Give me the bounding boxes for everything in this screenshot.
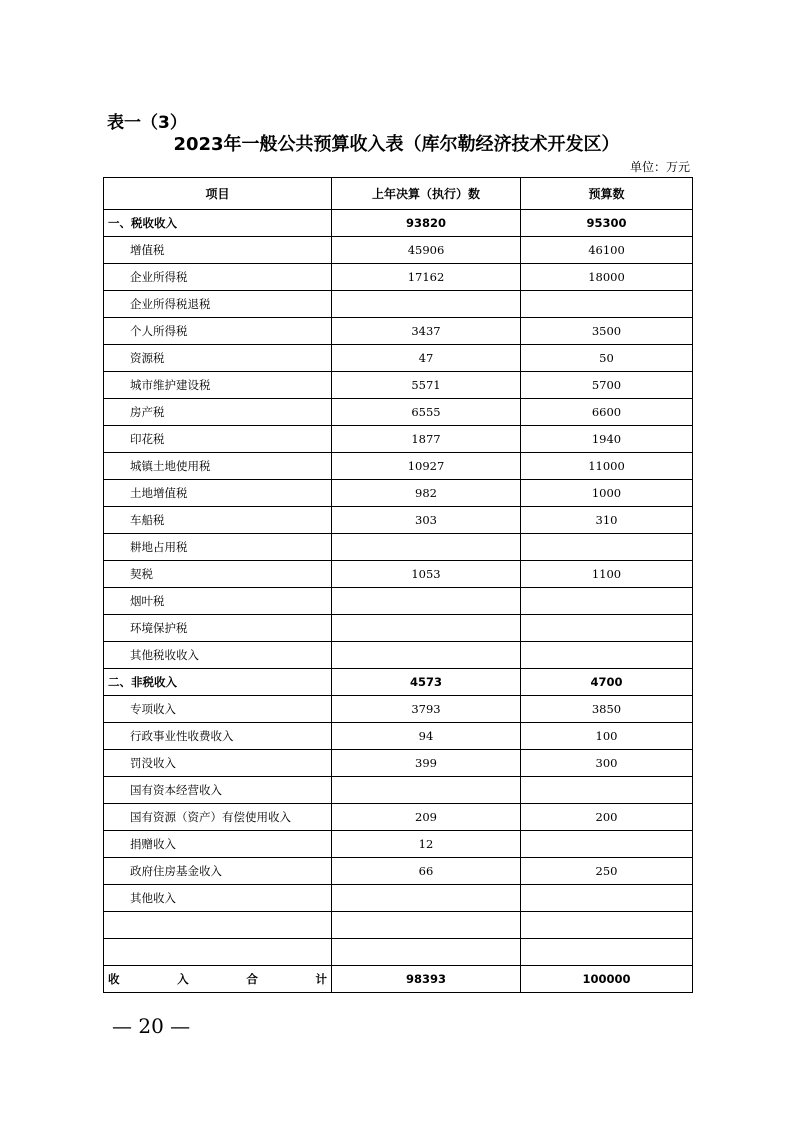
row-prev-year-value: 6555: [332, 399, 521, 426]
table-row: [104, 480, 693, 507]
row-prev-year-value: 10927: [332, 453, 521, 480]
table-row: [104, 561, 693, 588]
row-budget-value: 18000: [521, 264, 693, 291]
row-budget-value: 200: [521, 804, 693, 831]
row-prev-year-value: 5571: [332, 372, 521, 399]
table-row: [104, 588, 693, 615]
row-item-label: 契税: [104, 561, 332, 588]
table-row: [104, 912, 693, 939]
row-prev-year-value: [332, 885, 521, 912]
row-budget-value: 250: [521, 858, 693, 885]
total-label: [104, 966, 332, 993]
total-row: [104, 966, 693, 993]
row-budget-value: 50: [521, 345, 693, 372]
table-row: [104, 210, 693, 237]
row-prev-year-value: 45906: [332, 237, 521, 264]
row-prev-year-value: 17162: [332, 264, 521, 291]
row-budget-value: 100: [521, 723, 693, 750]
row-budget-value: 11000: [521, 453, 693, 480]
table-header-row: [104, 178, 693, 210]
total-label-char: 入: [177, 972, 189, 986]
column-header-budget: 预算数: [521, 178, 693, 210]
row-prev-year-value: [332, 291, 521, 318]
table-row: [104, 291, 693, 318]
row-budget-value: [521, 885, 693, 912]
row-budget-value: 4700: [521, 669, 693, 696]
row-prev-year-value: 93820: [332, 210, 521, 237]
row-budget-value: 95300: [521, 210, 693, 237]
row-prev-year-value: 399: [332, 750, 521, 777]
row-budget-value: [521, 777, 693, 804]
row-prev-year-value: 12: [332, 831, 521, 858]
row-item-label: 个人所得税: [104, 318, 332, 345]
row-item-label: 国有资源（资产）有偿使用收入: [104, 804, 332, 831]
table-row: [104, 885, 693, 912]
total-budget-value: 100000: [521, 966, 693, 993]
table-row: [104, 723, 693, 750]
row-prev-year-value: [332, 777, 521, 804]
column-header-prev-year: 上年决算（执行）数: [332, 178, 521, 210]
row-budget-value: 310: [521, 507, 693, 534]
row-item-label: 印花税: [104, 426, 332, 453]
table-row: [104, 696, 693, 723]
table-row: [104, 615, 693, 642]
row-item-label: 车船税: [104, 507, 332, 534]
unit-label: 单位：万元: [629, 160, 690, 174]
row-budget-value: [521, 615, 693, 642]
table-row: [104, 426, 693, 453]
row-budget-value: 3500: [521, 318, 693, 345]
row-budget-value: 300: [521, 750, 693, 777]
row-item-label: 资源税: [104, 345, 332, 372]
table-row: [104, 642, 693, 669]
table-row: [104, 507, 693, 534]
total-label-char: 合: [246, 972, 258, 986]
row-budget-value: 6600: [521, 399, 693, 426]
row-item-label: 房产税: [104, 399, 332, 426]
row-item-label: 城镇土地使用税: [104, 453, 332, 480]
table-row: [104, 750, 693, 777]
row-prev-year-value: [332, 588, 521, 615]
row-budget-value: [521, 939, 693, 966]
row-item-label: 耕地占用税: [104, 534, 332, 561]
row-item-label: 国有资本经营收入: [104, 777, 332, 804]
row-item-label: 增值税: [104, 237, 332, 264]
table-row: [104, 831, 693, 858]
row-prev-year-value: 94: [332, 723, 521, 750]
row-item-label: [104, 939, 332, 966]
row-item-label: 专项收入: [104, 696, 332, 723]
table-row: [104, 237, 693, 264]
row-item-label: 二、非税收入: [104, 669, 332, 696]
row-budget-value: [521, 534, 693, 561]
row-item-label: 其他税收收入: [104, 642, 332, 669]
row-budget-value: [521, 912, 693, 939]
table-row: [104, 318, 693, 345]
row-budget-value: [521, 291, 693, 318]
column-header-item: 项目: [104, 178, 332, 210]
row-item-label: 政府住房基金收入: [104, 858, 332, 885]
row-budget-value: 1000: [521, 480, 693, 507]
row-prev-year-value: 3793: [332, 696, 521, 723]
row-prev-year-value: [332, 642, 521, 669]
table-row: [104, 858, 693, 885]
table-row: [104, 939, 693, 966]
table-number: 表一（3）: [107, 113, 187, 133]
row-item-label: 环境保护税: [104, 615, 332, 642]
row-budget-value: 3850: [521, 696, 693, 723]
row-prev-year-value: 209: [332, 804, 521, 831]
row-budget-value: 46100: [521, 237, 693, 264]
row-prev-year-value: 66: [332, 858, 521, 885]
row-item-label: 捐赠收入: [104, 831, 332, 858]
row-prev-year-value: [332, 534, 521, 561]
row-budget-value: [521, 642, 693, 669]
row-item-label: [104, 912, 332, 939]
row-item-label: 企业所得税: [104, 264, 332, 291]
table-row: [104, 534, 693, 561]
row-prev-year-value: 3437: [332, 318, 521, 345]
row-budget-value: 1940: [521, 426, 693, 453]
row-budget-value: 5700: [521, 372, 693, 399]
page-title: 2023年一般公共预算收入表（库尔勒经济技术开发区）: [173, 134, 620, 155]
row-item-label: 烟叶税: [104, 588, 332, 615]
table-row: [104, 453, 693, 480]
row-prev-year-value: 1877: [332, 426, 521, 453]
table-row: [104, 372, 693, 399]
total-label-char: 计: [315, 972, 327, 986]
row-item-label: 城市维护建设税: [104, 372, 332, 399]
row-prev-year-value: 47: [332, 345, 521, 372]
row-item-label: 罚没收入: [104, 750, 332, 777]
row-item-label: 行政事业性收费收入: [104, 723, 332, 750]
table-row: [104, 264, 693, 291]
row-prev-year-value: [332, 912, 521, 939]
row-budget-value: [521, 588, 693, 615]
budget-revenue-table: [103, 177, 693, 993]
row-prev-year-value: [332, 939, 521, 966]
page-number: — 20 —: [112, 1014, 191, 1038]
row-prev-year-value: [332, 615, 521, 642]
row-item-label: 土地增值税: [104, 480, 332, 507]
row-prev-year-value: 982: [332, 480, 521, 507]
row-item-label: 一、税收收入: [104, 210, 332, 237]
table-row: [104, 399, 693, 426]
table-row: [104, 345, 693, 372]
total-label-char: 收: [108, 972, 120, 986]
table-row: [104, 804, 693, 831]
table-row: [104, 669, 693, 696]
row-budget-value: 1100: [521, 561, 693, 588]
row-prev-year-value: 1053: [332, 561, 521, 588]
row-prev-year-value: 303: [332, 507, 521, 534]
row-budget-value: [521, 831, 693, 858]
table-body: [104, 210, 693, 966]
row-item-label: 其他收入: [104, 885, 332, 912]
table-row: [104, 777, 693, 804]
row-prev-year-value: 4573: [332, 669, 521, 696]
row-item-label: 企业所得税退税: [104, 291, 332, 318]
total-prev-year-value: 98393: [332, 966, 521, 993]
